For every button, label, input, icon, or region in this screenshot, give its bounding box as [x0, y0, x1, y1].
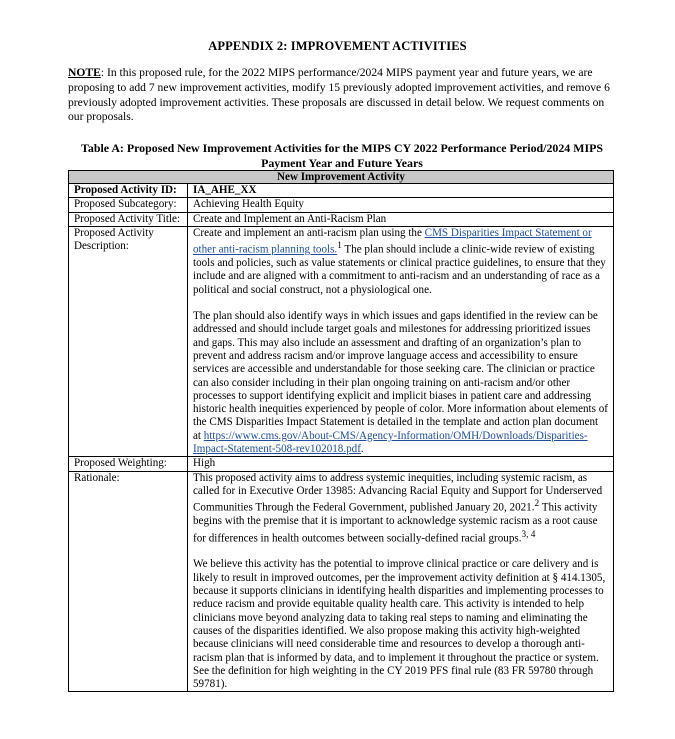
description-text: The plan should also identify ways in which issues and gaps identified in the review can be addressed and should include target goals and milestones for addressing prioritized issues and gaps. This may also include an assessment and drafting of an organization’s plan to prevent and address racism and/or improve language access and accessibility to ensure services are accessible and understandable for those seeking care. The clinician or practice can also consider including in their plan ongoing training on anti-racism and/or other processes to support identifying explicit and implicit biases in patient care and addressing historic health inequities experienced by people of color. More information about elements of the CMS Disparities Impact Statement is detailed in the template and action plan document at [193, 310, 608, 442]
rationale-paragraph-2: We believe this activity has the potential to improve clinical practice or care delivery and is likely to result in improved outcomes, per the improvement activity definition at § 414.1305, because it supports clinicians in identifying health disparities and implementing processes to reduce racism and provide equitable quality health care. This activity is intended to help clinicians move beyond analyzing data to taking real steps to naming and eliminating the causes of the disparities identified. We also propose making this activity high-weighted because clinicians will need considerable time and resources to develop a thorough anti-racism plan that is informed by data, and to implement it throughout the practice or system. See the definition for high weighting in the CY 2019 PFS final rule (83 FR 59780 through 59781). [193, 558, 606, 691]
description-label: Proposed Activity Description: [69, 226, 188, 456]
table-row [69, 212, 614, 226]
table-row [69, 471, 614, 692]
rationale-value [188, 471, 614, 692]
table-row [69, 226, 614, 456]
footnote-ref[interactable]: 1 [337, 241, 342, 252]
note-text: : In this proposed rule, for the 2022 MIPS performance/2024 MIPS payment year and future years, we are proposing to add 7 new improvement activities, modify 15 previously adopted improvement activities, and remove 6 previously adopted improvement activities. These proposals are discussed in detail below. We request comments on our proposals. [68, 66, 610, 124]
note-paragraph [68, 66, 616, 125]
activity-id-value: IA_AHE_XX [188, 184, 614, 198]
note-label: NOTE [68, 66, 101, 79]
subcategory-label: Proposed Subcategory: [69, 198, 188, 212]
table-row [69, 184, 614, 198]
weighting-value: High [188, 457, 614, 471]
subcategory-value: Achieving Health Equity [188, 198, 614, 212]
activity-title-value: Create and Implement an Anti-Racism Plan [188, 212, 614, 226]
weighting-label: Proposed Weighting: [69, 457, 188, 471]
activity-title-label: Proposed Activity Title: [69, 212, 188, 226]
footnote-ref[interactable]: 3, 4 [521, 529, 536, 540]
rationale-text: This activity begins with the premise that it is important to acknowledge systemic racism as a root cause for differences in health outcomes between socially-defined racial groups. [193, 501, 598, 545]
paragraph-gap [193, 297, 608, 310]
description-paragraph-2 [193, 310, 608, 456]
description-paragraph-1 [193, 227, 608, 297]
rationale-text: This proposed activity aims to address systemic inequities, including systemic racism, as called for in Executive Order 13985: Advancing Racial Equity and Support for Underserved Communities Through the Federal Government, published January 20, 2021. [193, 471, 603, 514]
rationale-label: Rationale: [69, 471, 188, 692]
footnote-ref[interactable]: 2 [534, 499, 540, 510]
description-text: The plan should include a clinic-wide review of existing tools and policies, such as value statements or clinical practice guidelines, to ensure that they include and are aligned with a commitment to anti-racism and an understanding of race as a political and social construct, not a physiological one. [193, 243, 606, 296]
table-header: New Improvement Activity [69, 171, 614, 184]
cms-url-link[interactable]: https://www.cms.gov/About-CMS/Agency-Information/OMH/Downloads/Disparities-Impact-Statement-508-rev102018.pdf [193, 429, 588, 456]
cms-disparities-link[interactable]: CMS Disparities Impact Statement or other anti-racism planning tools. [193, 226, 592, 256]
rationale-paragraph-1 [193, 472, 608, 546]
improvement-activity-table [68, 170, 614, 692]
table-row [69, 457, 614, 471]
table-caption: Table A: Proposed New Improvement Activities for the MIPS CY 2022 Performance Period/2024 MIPS Payment Year and Future Years [81, 141, 603, 170]
description-text: Create and implement an anti-racism plan using the [193, 226, 425, 239]
description-text: . [360, 443, 364, 456]
page-title: APPENDIX 2: IMPROVEMENT ACTIVITIES [208, 39, 467, 53]
description-value [188, 226, 614, 456]
activity-id-label: Proposed Activity ID: [69, 184, 188, 198]
table-header-row [69, 171, 614, 184]
table-row [69, 198, 614, 212]
paragraph-gap [193, 545, 608, 558]
